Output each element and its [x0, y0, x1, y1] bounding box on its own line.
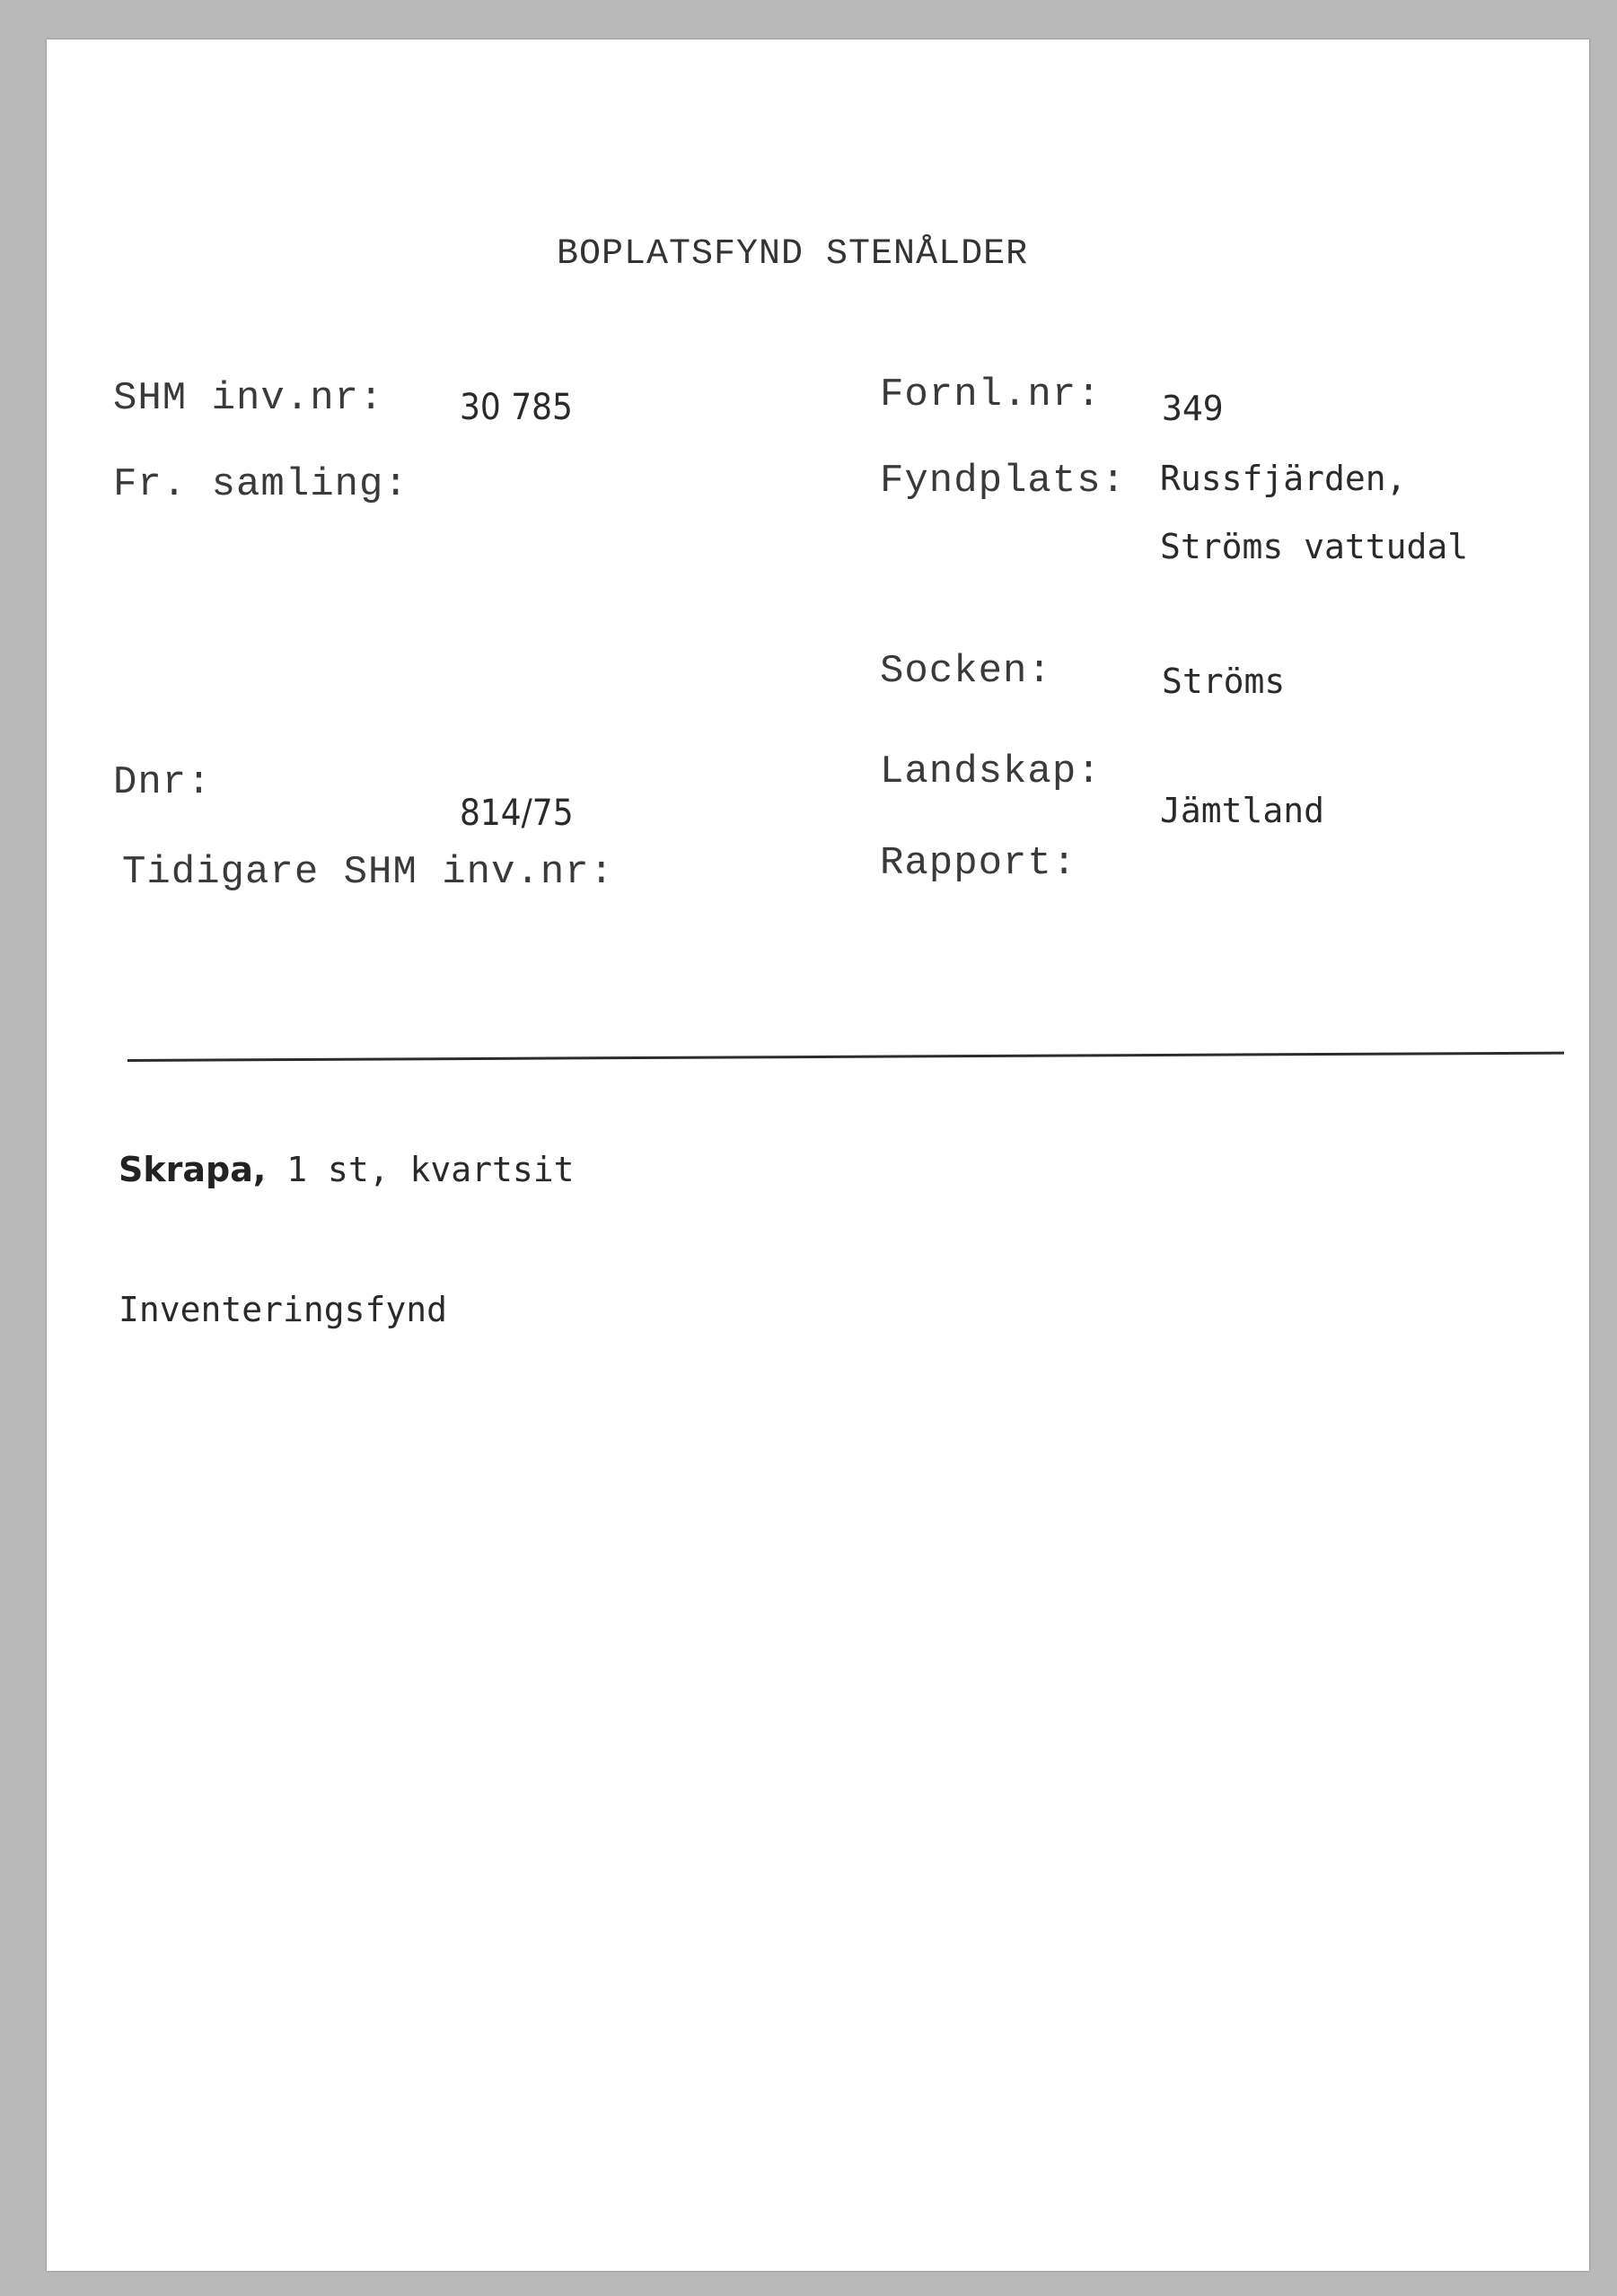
find-item-name: Skrapa,: [119, 1150, 267, 1189]
fyndplats-value-line2: Ströms vattudal: [1160, 527, 1469, 566]
find-item-detail: 1 st, kvartsit: [266, 1150, 575, 1189]
landskap-value: Jämtland: [1160, 791, 1325, 830]
fyndplats-value-line1: Russfjärden,: [1160, 459, 1407, 498]
card-title: BOPLATSFYND STENÅLDER: [557, 234, 1029, 275]
fr-samling-label: Fr. samling:: [113, 462, 409, 507]
find-description: [119, 1152, 574, 1187]
rapport-label: Rapport:: [880, 841, 1077, 886]
catalog-card: [47, 39, 1589, 2271]
fornl-label: Fornl.nr:: [880, 372, 1102, 417]
landskap-label: Landskap:: [880, 749, 1102, 794]
socken-value: Ströms: [1162, 662, 1286, 701]
shm-inv-label: SHM inv.nr:: [113, 376, 384, 421]
find-note: Inventeringsfynd: [119, 1290, 448, 1329]
shm-inv-value: 30 785: [460, 387, 573, 428]
dnr-value: 814/75: [460, 793, 574, 834]
tidigare-shm-inv-label: Tidigare SHM inv.nr:: [122, 850, 615, 895]
divider-line: [127, 1052, 1564, 1062]
fyndplats-label: Fyndplats:: [880, 459, 1127, 504]
fornl-value: 349: [1162, 389, 1224, 428]
dnr-label: Dnr:: [113, 760, 212, 805]
socken-label: Socken:: [880, 649, 1052, 694]
